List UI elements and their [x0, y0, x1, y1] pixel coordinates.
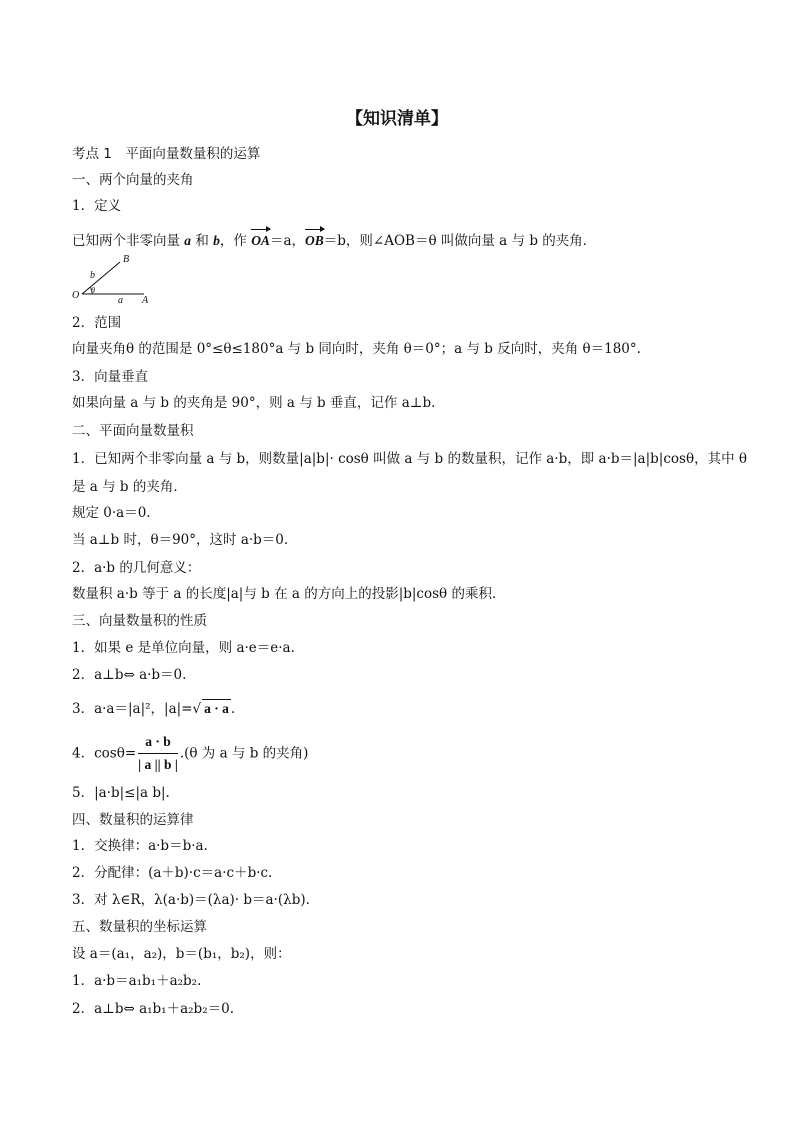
label-b-point: B — [123, 254, 130, 265]
label-a-point: A — [142, 295, 149, 306]
dot-product-def-line1: 1．已知两个非零向量 a 与 b，则数量|a|b|· cosθ 叫做 a 与 b 的数量积，记作 a·b，即 a·b＝|a|b|cosθ，其中 θ — [72, 451, 748, 467]
property-3-prefix: 3．a·a＝|a|²，|a|= — [72, 701, 193, 717]
angle-definition — [72, 228, 732, 250]
section-coordinates-heading: 五、数量积的坐标运算 — [72, 919, 207, 935]
property-3-suffix: . — [230, 701, 236, 717]
def-make: ，作 — [219, 233, 252, 249]
section-dot-product-heading: 二、平面向量数量积 — [72, 423, 194, 439]
def-and: 和 — [191, 233, 214, 249]
law-scalar: 3．对 λ∈R，λ(a·b)＝(λa)· b＝a·(λb). — [72, 892, 310, 908]
cos-fraction — [138, 732, 178, 775]
vector-ob: OB — [305, 228, 324, 250]
section-laws-heading: 四、数量积的运算律 — [72, 812, 194, 828]
coordinates-perpendicular: 2．a⊥b⇔ a₁b₁＋a₂b₂＝0. — [72, 1001, 234, 1017]
topic-heading: 考点 1 平面向量数量积的运算 — [72, 146, 261, 162]
section-properties-heading: 三、向量数量积的性质 — [72, 613, 207, 629]
geometric-meaning-text: 数量积 a·b 等于 a 的长度|a|与 b 在 a 的方向上的投影|b|cosθ 的乘积． — [72, 586, 506, 602]
property-5: 5．|a·b|≤|a b|. — [72, 785, 170, 801]
perpendicular-text: 如果向量 a 与 b 的夹角是 90°，则 a 与 b 垂直，记作 a⊥b. — [72, 395, 436, 411]
perpendicular-case: 当 a⊥b 时，θ＝90°，这时 a·b＝0. — [72, 532, 289, 548]
law-distributive: 2．分配律：(a＋b)·c＝a·c＋b·c. — [72, 865, 273, 881]
section-angle-heading: 一、两个向量的夹角 — [72, 172, 194, 188]
coordinates-dot: 1．a·b＝a₁b₁＋a₂b₂. — [72, 973, 202, 989]
property-3 — [72, 699, 732, 718]
def-a: a — [184, 233, 192, 248]
range-label: 2．范围 — [72, 315, 122, 331]
def-prefix: 已知两个非零向量 — [72, 233, 185, 249]
definition-label: 1．定义 — [72, 198, 122, 214]
label-theta: θ — [91, 286, 95, 295]
perpendicular-label: 3．向量垂直 — [72, 369, 149, 385]
property-4-prefix: 4．cosθ= — [72, 745, 137, 762]
eq-b: ＝b，则∠AOB＝θ 叫做向量 a 与 b 的夹角． — [323, 233, 597, 249]
label-a-vector: a — [118, 295, 123, 306]
dot-product-def-line2: 是 a 与 b 的夹角． — [72, 479, 187, 495]
geometric-meaning-label: 2．a·b 的几何意义： — [72, 560, 201, 576]
eq-a: ＝a， — [269, 233, 306, 249]
sqrt-radicand: a · a — [204, 701, 229, 716]
page-title: 【知识清单】 — [346, 109, 448, 129]
def-b: b — [213, 233, 220, 248]
property-4-suffix: .(θ 为 a 与 b 的夹角) — [179, 745, 309, 762]
coordinates-setup: 设 a＝(a₁，a₂)，b＝(b₁，b₂)，则： — [72, 946, 291, 962]
sqrt-sign: √ — [192, 701, 202, 717]
fraction-numerator: a · b — [138, 732, 178, 754]
property-2: 2．a⊥b⇔ a·b＝0. — [72, 667, 187, 683]
ray-ob — [82, 262, 120, 294]
label-b-vector: b — [90, 270, 95, 281]
vector-oa: OA — [251, 228, 270, 250]
label-o-point: O — [72, 290, 80, 301]
range-text: 向量夹角θ 的范围是 0°≤θ≤180°a 与 b 同向时，夹角 θ＝0°；a 与 b 反向时，夹角 θ＝180°. — [72, 341, 641, 357]
angle-diagram — [70, 252, 160, 306]
fraction-denominator: | a || b | — [138, 757, 178, 772]
law-commutative: 1．交换律：a·b＝b·a. — [72, 838, 208, 854]
zero-rule: 规定 0·a＝0. — [72, 505, 151, 521]
property-1: 1．如果 e 是单位向量，则 a·e＝e·a. — [72, 640, 295, 656]
property-4 — [72, 732, 732, 775]
